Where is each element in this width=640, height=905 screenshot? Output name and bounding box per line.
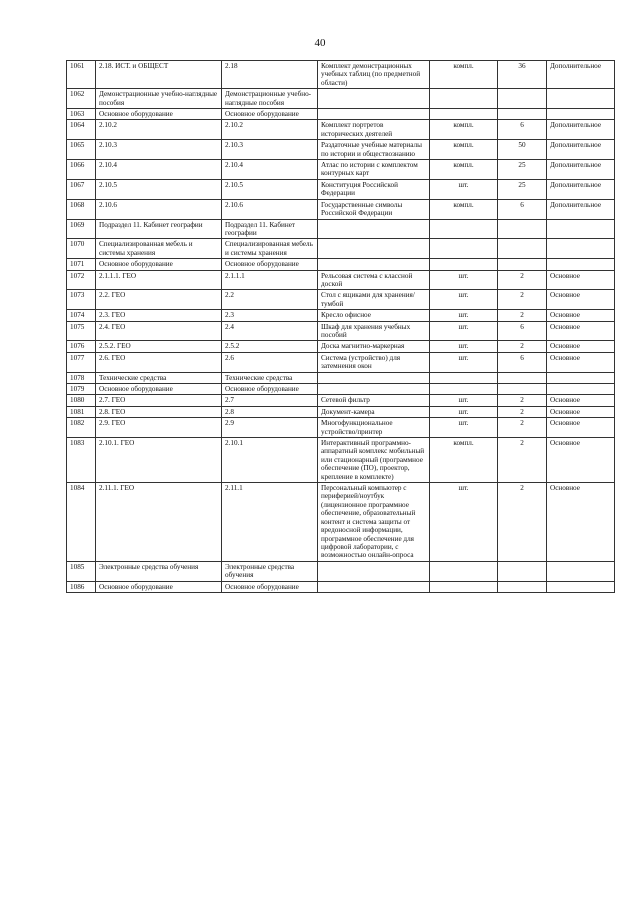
row-item-name [318,384,430,395]
row-equipment-type: Дополнительное [547,61,615,89]
row-item-name [318,561,430,581]
row-unit: шт. [430,270,498,290]
row-item-name [318,581,430,592]
row-unit: компл. [430,140,498,160]
row-number: 1064 [67,120,96,140]
row-code: 2.18. ИСТ. и ОБЩЕСТ [96,61,222,89]
row-equipment-type: Основное [547,321,615,341]
table-row [67,199,615,219]
row-code: Основное оборудование [96,581,222,592]
row-code-short: 2.1.1.1 [222,270,318,290]
row-code: 2.5.2. ГЕО [96,341,222,352]
table-row [67,290,615,310]
row-item-name [318,259,430,270]
row-item-name: Многофункциональное устройство/принтер [318,418,430,438]
row-number: 1078 [67,372,96,383]
row-quantity [498,561,547,581]
row-quantity: 2 [498,483,547,562]
table-row [67,120,615,140]
row-equipment-type: Основное [547,310,615,321]
row-quantity: 6 [498,352,547,372]
table-row [67,352,615,372]
row-equipment-type: Основное [547,438,615,483]
row-number: 1084 [67,483,96,562]
row-code-short: 2.2 [222,290,318,310]
row-item-name: Конституция Российской Федерации [318,179,430,199]
row-item-name: Персональный компьютер с периферией/ноутбук (лицензионное программное обеспечение, образовательный контент и система защиты от вредоносной информации, программное обеспечение для цифровой лаборатории, с возможностью онлайн-опроса [318,483,430,562]
row-equipment-type: Основное [547,270,615,290]
row-code: 2.8. ГЕО [96,406,222,417]
row-number: 1061 [67,61,96,89]
row-unit: шт. [430,321,498,341]
row-number: 1069 [67,219,96,239]
table-row [67,310,615,321]
row-code-short: 2.10.1 [222,438,318,483]
row-quantity: 6 [498,199,547,219]
row-quantity: 36 [498,61,547,89]
row-code: Подраздел 11. Кабинет географии [96,219,222,239]
row-item-name [318,89,430,109]
row-code: Основное оборудование [96,384,222,395]
row-code: 2.7. ГЕО [96,395,222,406]
row-equipment-type: Основное [547,483,615,562]
row-item-name [318,239,430,259]
table-row [67,372,615,383]
row-item-name: Доска магнитно-маркерная [318,341,430,352]
row-code-short: Электронные средства обучения [222,561,318,581]
row-number: 1077 [67,352,96,372]
row-code-short: 2.10.3 [222,140,318,160]
row-code-short: 2.10.5 [222,179,318,199]
row-unit: шт. [430,395,498,406]
row-code-short: Основное оборудование [222,109,318,120]
table-row [67,438,615,483]
row-code-short: Основное оборудование [222,259,318,270]
row-item-name: Рельсовая система с классной доской [318,270,430,290]
row-code-short: 2.10.4 [222,160,318,180]
row-quantity: 6 [498,321,547,341]
row-equipment-type: Дополнительное [547,199,615,219]
row-code-short: 2.9 [222,418,318,438]
row-number: 1074 [67,310,96,321]
row-equipment-type: Дополнительное [547,140,615,160]
row-quantity [498,581,547,592]
row-number: 1085 [67,561,96,581]
table-row [67,581,615,592]
row-item-name: Интерактивный программно-аппаратный комплекс мобильный или стационарный (программное обеспечение (ПО), проектор, крепление в комплекте) [318,438,430,483]
row-item-name: Шкаф для хранения учебных пособий [318,321,430,341]
row-unit: шт. [430,341,498,352]
row-number: 1063 [67,109,96,120]
row-number: 1076 [67,341,96,352]
row-code-short: Основное оборудование [222,384,318,395]
row-item-name: Документ-камера [318,406,430,417]
row-code: Технические средства [96,372,222,383]
row-equipment-type [547,581,615,592]
row-equipment-type: Дополнительное [547,179,615,199]
table-row [67,395,615,406]
row-code-short: 2.5.2 [222,341,318,352]
row-equipment-type: Основное [547,352,615,372]
row-unit: шт. [430,179,498,199]
row-quantity: 2 [498,418,547,438]
row-unit: компл. [430,199,498,219]
row-code-short: 2.7 [222,395,318,406]
row-number: 1075 [67,321,96,341]
row-unit: шт. [430,352,498,372]
row-equipment-type [547,219,615,239]
row-quantity [498,219,547,239]
row-code-short: 2.4 [222,321,318,341]
row-equipment-type: Основное [547,341,615,352]
table-body [67,61,615,593]
table-row [67,483,615,562]
table-row [67,109,615,120]
row-unit [430,109,498,120]
table-row [67,321,615,341]
equipment-table [66,60,615,593]
row-number: 1079 [67,384,96,395]
row-quantity [498,89,547,109]
row-number: 1068 [67,199,96,219]
row-item-name: Комплект портретов исторических деятелей [318,120,430,140]
row-number: 1062 [67,89,96,109]
row-number: 1067 [67,179,96,199]
row-unit [430,581,498,592]
row-unit: шт. [430,418,498,438]
row-number: 1071 [67,259,96,270]
row-equipment-type [547,384,615,395]
row-quantity: 2 [498,290,547,310]
row-quantity: 50 [498,140,547,160]
row-unit: шт. [430,483,498,562]
row-equipment-type: Основное [547,418,615,438]
row-equipment-type: Основное [547,290,615,310]
row-equipment-type [547,239,615,259]
row-quantity: 25 [498,160,547,180]
row-quantity [498,239,547,259]
table-row [67,61,615,89]
row-equipment-type [547,561,615,581]
row-number: 1073 [67,290,96,310]
row-code: Демонстрационные учебно-наглядные пособия [96,89,222,109]
row-item-name: Кресло офисное [318,310,430,321]
row-unit: компл. [430,120,498,140]
table-row [67,406,615,417]
row-quantity [498,372,547,383]
row-code: 2.11.1. ГЕО [96,483,222,562]
row-code: 2.3. ГЕО [96,310,222,321]
table-row [67,270,615,290]
row-item-name [318,372,430,383]
row-unit [430,219,498,239]
row-code-short: 2.10.2 [222,120,318,140]
row-number: 1086 [67,581,96,592]
row-code: 2.10.3 [96,140,222,160]
table-row [67,384,615,395]
row-item-name: Сетевой фильтр [318,395,430,406]
row-number: 1066 [67,160,96,180]
table-row [67,341,615,352]
page-number: 40 [314,37,326,49]
row-item-name [318,219,430,239]
row-number: 1065 [67,140,96,160]
table-row [67,561,615,581]
row-quantity: 2 [498,438,547,483]
row-code: 2.1.1.1. ГЕО [96,270,222,290]
row-quantity: 2 [498,341,547,352]
row-item-name: Атлас по истории с комплектом контурных карт [318,160,430,180]
row-code-short: Специализированная мебель и системы хранения [222,239,318,259]
table-row [67,239,615,259]
row-code-short: 2.18 [222,61,318,89]
row-item-name: Комплект демонстрационных учебных таблиц (по предметной области) [318,61,430,89]
row-equipment-type: Основное [547,395,615,406]
row-code: 2.10.4 [96,160,222,180]
row-unit [430,372,498,383]
row-unit [430,384,498,395]
row-code-short: Подраздел 11. Кабинет географии [222,219,318,239]
row-quantity [498,109,547,120]
row-code-short: 2.11.1 [222,483,318,562]
row-code-short: Технические средства [222,372,318,383]
row-number: 1070 [67,239,96,259]
table-row [67,160,615,180]
row-code: Основное оборудование [96,109,222,120]
row-code-short: Демонстрационные учебно-наглядные пособия [222,89,318,109]
row-equipment-type [547,109,615,120]
table-row [67,179,615,199]
row-code: Специализированная мебель и системы хранения [96,239,222,259]
row-code: 2.4. ГЕО [96,321,222,341]
row-code-short: Основное оборудование [222,581,318,592]
row-code-short: 2.3 [222,310,318,321]
row-code: 2.10.6 [96,199,222,219]
row-unit: шт. [430,290,498,310]
row-quantity [498,384,547,395]
row-item-name: Система (устройство) для затемнения окон [318,352,430,372]
row-code-short: 2.8 [222,406,318,417]
row-quantity: 2 [498,406,547,417]
row-quantity: 2 [498,270,547,290]
row-code: 2.2. ГЕО [96,290,222,310]
row-unit [430,259,498,270]
row-number: 1081 [67,406,96,417]
table-row [67,418,615,438]
row-unit: компл. [430,160,498,180]
row-code: 2.10.2 [96,120,222,140]
row-unit: компл. [430,438,498,483]
row-quantity: 25 [498,179,547,199]
row-number: 1083 [67,438,96,483]
row-unit [430,239,498,259]
row-number: 1080 [67,395,96,406]
row-code-short: 2.6 [222,352,318,372]
row-unit: шт. [430,310,498,321]
row-unit: шт. [430,406,498,417]
row-quantity: 2 [498,395,547,406]
row-equipment-type [547,372,615,383]
table-row [67,140,615,160]
row-item-name: Стол с ящиками для хранения/тумбой [318,290,430,310]
row-code: Электронные средства обучения [96,561,222,581]
row-unit: компл. [430,61,498,89]
row-equipment-type: Основное [547,406,615,417]
row-number: 1082 [67,418,96,438]
row-code: 2.10.5 [96,179,222,199]
row-code-short: 2.10.6 [222,199,318,219]
row-item-name: Раздаточные учебные материалы по истории и обществознанию [318,140,430,160]
row-quantity: 6 [498,120,547,140]
row-unit [430,89,498,109]
table-row [67,259,615,270]
row-unit [430,561,498,581]
row-equipment-type [547,259,615,270]
row-code: 2.6. ГЕО [96,352,222,372]
row-equipment-type: Дополнительное [547,120,615,140]
row-quantity [498,259,547,270]
row-code: Основное оборудование [96,259,222,270]
row-number: 1072 [67,270,96,290]
row-equipment-type: Дополнительное [547,160,615,180]
table-row [67,89,615,109]
table-row [67,219,615,239]
row-equipment-type [547,89,615,109]
row-code: 2.10.1. ГЕО [96,438,222,483]
row-code: 2.9. ГЕО [96,418,222,438]
row-item-name: Государственные символы Российской Федерации [318,199,430,219]
row-item-name [318,109,430,120]
row-quantity: 2 [498,310,547,321]
